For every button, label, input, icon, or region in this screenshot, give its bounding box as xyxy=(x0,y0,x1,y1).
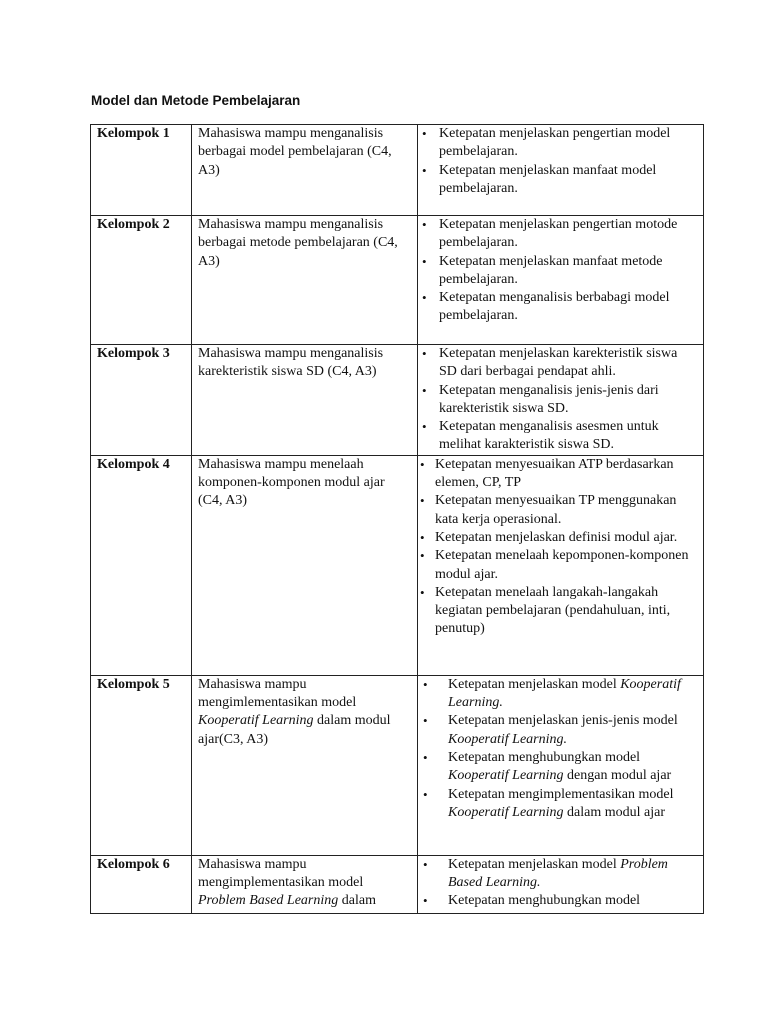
indicator-item xyxy=(418,492,703,529)
objective-text: Mahasiswa mampu menelaah komponen-komponen modul ajar (C4, A3) xyxy=(198,456,385,509)
table-row xyxy=(91,216,704,345)
indicator-item xyxy=(418,253,703,290)
indicator-list xyxy=(418,125,703,198)
indicator-item xyxy=(418,584,703,639)
learning-table xyxy=(90,124,704,914)
indicator-text: Ketepatan menganalisis berbabagi model pembelajaran. xyxy=(439,290,670,324)
objective-text: Mahasiswa mampu menganalisis berbagai metode pembelajaran (C4, A3) xyxy=(198,217,398,269)
indicator-text: Ketepatan menjelaskan manfaat model pembelajaran. xyxy=(439,162,657,196)
table-row xyxy=(91,855,704,913)
indicator-text: Ketepatan menelaah langakah-langakah kegiatan pembelajaran (pendahuluan, inti, penutup) xyxy=(435,584,671,637)
indicator-item xyxy=(418,712,703,749)
objective-cell xyxy=(192,855,418,913)
indicator-list xyxy=(418,216,703,326)
group-label: Kelompok 5 xyxy=(97,676,170,692)
indicator-text: Ketepatan menjelaskan model xyxy=(448,856,621,872)
table-row xyxy=(91,675,704,855)
group-cell xyxy=(91,125,192,216)
indicator-cell xyxy=(418,855,704,913)
indicator-text: Ketepatan menjelaskan manfaat metode pembelajaran. xyxy=(439,253,663,287)
indicator-model-name: Problem Based Learning. xyxy=(448,856,668,891)
group-cell xyxy=(91,855,192,913)
indicator-cell xyxy=(418,345,704,456)
indicator-model-name: Kooperatif Learning. xyxy=(448,731,568,747)
indicator-text: Ketepatan menjelaskan jenis-jenis model xyxy=(448,713,678,729)
objective-text-tail: dalam modul ajar(C3, A3) xyxy=(198,713,391,747)
indicator-list xyxy=(418,676,703,822)
indicator-cell xyxy=(418,675,704,855)
indicator-text: Ketepatan menelaah kepomponen-komponen modul ajar. xyxy=(435,548,689,582)
group-label: Kelompok 6 xyxy=(97,856,170,872)
objective-text: Mahasiswa mampu menganalisis karekteristik siswa SD (C4, A3) xyxy=(198,346,384,380)
group-label: Kelompok 3 xyxy=(97,346,170,361)
indicator-list xyxy=(418,345,703,455)
group-label: Kelompok 2 xyxy=(97,217,170,232)
objective-model-name: Kooperatif Learning xyxy=(198,713,314,729)
objective-cell xyxy=(192,675,418,855)
indicator-list xyxy=(418,856,703,911)
group-cell xyxy=(91,675,192,855)
indicator-list xyxy=(418,456,703,639)
group-cell xyxy=(91,216,192,345)
objective-text: Mahasiswa mampu mengimlementasikan model xyxy=(198,676,357,711)
indicator-item xyxy=(418,125,703,162)
indicator-text: Ketepatan menghubungkan model xyxy=(448,893,641,909)
indicator-item xyxy=(418,547,703,584)
indicator-item xyxy=(418,382,703,419)
indicator-item xyxy=(418,289,703,326)
indicator-text: Ketepatan menyesuaikan ATP berdasarkan elemen, CP, TP xyxy=(435,456,674,491)
indicator-text: Ketepatan menjelaskan model xyxy=(448,676,621,692)
indicator-item xyxy=(418,345,703,382)
group-cell xyxy=(91,455,192,675)
indicator-cell xyxy=(418,455,704,675)
indicator-item xyxy=(418,162,703,199)
objective-model-name: Problem Based Learning xyxy=(198,893,339,909)
indicator-item xyxy=(418,529,703,547)
indicator-cell xyxy=(418,125,704,216)
group-cell xyxy=(91,345,192,456)
indicator-item xyxy=(418,786,703,823)
indicator-text: Ketepatan menganalisis asesmen untuk melihat karakteristik siswa SD. xyxy=(439,419,659,453)
indicator-text: Ketepatan menjelaskan karekteristik siswa SD dari berbagai pendapat ahli. xyxy=(439,346,678,380)
objective-text-tail: dalam xyxy=(338,893,376,909)
indicator-text: Ketepatan mengimplementasikan model xyxy=(448,786,674,802)
indicator-model-name: Kooperatif Learning. xyxy=(448,676,681,711)
indicator-model-name: Kooperatif Learning xyxy=(448,768,564,784)
indicator-text: Ketepatan menjelaskan definisi modul ajar. xyxy=(435,529,678,545)
objective-cell xyxy=(192,455,418,675)
objective-cell xyxy=(192,125,418,216)
page-heading: Model dan Metode Pembelajaran xyxy=(91,93,301,108)
indicator-item xyxy=(418,456,703,493)
indicator-text: Ketepatan menganalisis jenis-jenis dari karekteristik siswa SD. xyxy=(439,382,659,416)
indicator-text-tail: dengan modul ajar xyxy=(563,768,672,784)
indicator-text: Ketepatan menghubungkan model xyxy=(448,749,641,765)
indicator-cell xyxy=(418,216,704,345)
indicator-item xyxy=(418,892,703,910)
objective-text: Mahasiswa mampu menganalisis berbagai model pembelajaran (C4, A3) xyxy=(198,126,392,178)
objective-text: Mahasiswa mampu mengimplementasikan model xyxy=(198,856,364,891)
group-label: Kelompok 1 xyxy=(97,126,170,141)
indicator-text: Ketepatan menjelaskan pengertian motode pembelajaran. xyxy=(439,217,678,251)
objective-cell xyxy=(192,216,418,345)
table-row xyxy=(91,455,704,675)
indicator-text: Ketepatan menjelaskan pengertian model pembelajaran. xyxy=(439,126,671,160)
indicator-item xyxy=(418,856,703,893)
indicator-item xyxy=(418,418,703,455)
indicator-item xyxy=(418,216,703,253)
indicator-text-tail: dalam modul ajar xyxy=(563,804,665,820)
table-row xyxy=(91,345,704,456)
group-label: Kelompok 4 xyxy=(97,456,170,472)
indicator-text: Ketepatan menyesuaikan TP menggunakan kata kerja operasional. xyxy=(435,493,677,527)
objective-cell xyxy=(192,345,418,456)
indicator-item xyxy=(418,749,703,786)
indicator-item xyxy=(418,676,703,713)
indicator-model-name: Kooperatif Learning xyxy=(448,804,564,820)
table-row xyxy=(91,125,704,216)
